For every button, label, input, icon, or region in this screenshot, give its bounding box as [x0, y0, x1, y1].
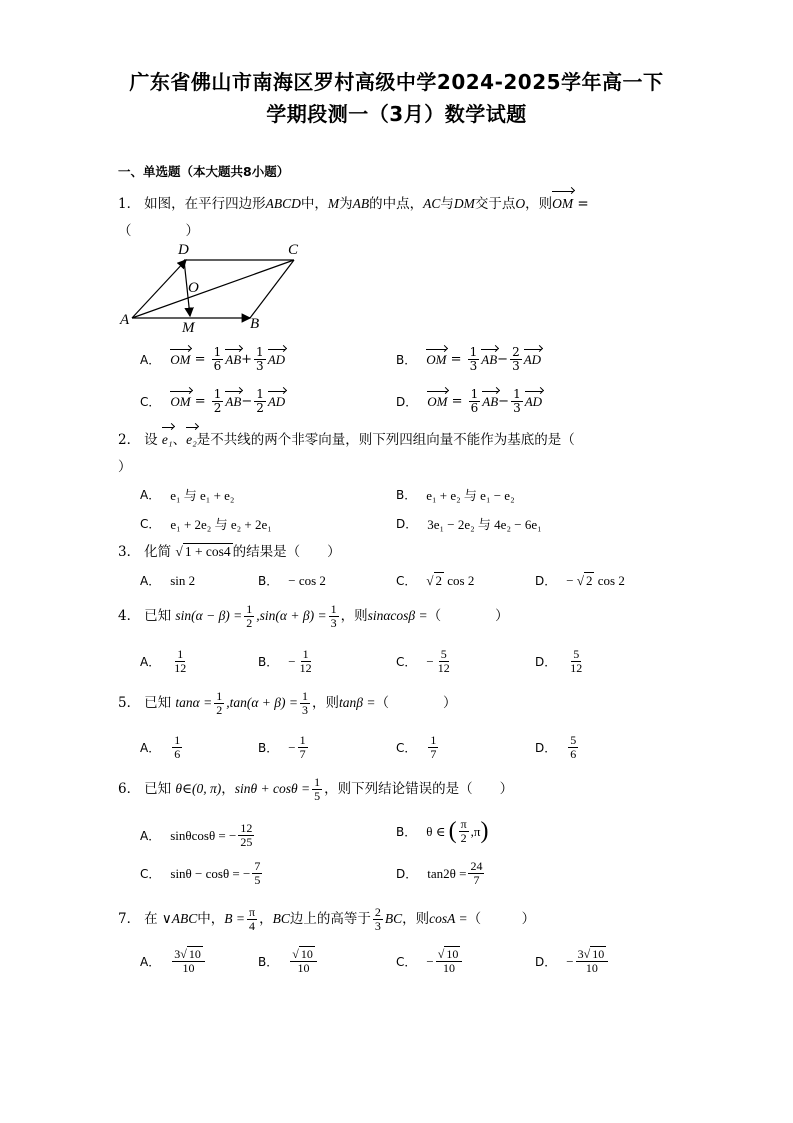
q4-option-a[interactable]: A． $\frac{1}{12}$ — [140, 647, 187, 675]
q2-option-d[interactable]: D． 3e₁ − 2e₂ 与 4e₂ − 6e₁ — [396, 517, 542, 532]
label-O: O — [188, 280, 199, 296]
diagonal-AC — [132, 260, 294, 318]
q6-option-c[interactable]: C． sinθ − cosθ = − $\frac{7}{5}$ — [140, 859, 261, 887]
q1-option-a[interactable]: A． OM = $\frac{1}{6}$ AB + $\frac{1}{3}$ AD — [140, 345, 286, 373]
question-4: 4． 已知 sin(α − β) = $\frac{1}{2}$ ,sin(α + β) = $\frac{1}{3}$ ，则sinαcosβ =（ ） — [118, 602, 509, 630]
q7-option-c[interactable]: C． − $\frac{√ 10}{10}$ — [396, 948, 464, 975]
q4-option-b[interactable]: B． − $\frac{1}{12}$ — [258, 647, 312, 675]
question-6: 6． 已知 θ∈(0, π)，sinθ + cosθ = $\frac{1}{5}$ ，则下列结论错误的是（ ） — [118, 775, 514, 803]
q5-option-d[interactable]: D． $\frac{5}{6}$ — [535, 733, 577, 761]
q6-option-b[interactable]: B． θ ∈ ( $\frac{\pi}{2}$ ,π ) — [396, 817, 489, 845]
q5-option-a[interactable]: A． $\frac{1}{6}$ — [140, 733, 181, 761]
q4-option-d[interactable]: D． $\frac{5}{12}$ — [535, 647, 583, 675]
q6-option-d[interactable]: D． tan2θ = $\frac{24}{7}$ — [396, 859, 483, 887]
question-3: 3． 化简 √ 1 + cos4 的结果是（ ） — [118, 544, 341, 560]
q1-option-c[interactable]: C． OM = $\frac{1}{2}$ AB − $\frac{1}{2}$ AD — [140, 387, 286, 415]
question-2: 2． 设 e₁、e₂是不共线的两个非零向量，则下列四组向量不能作为基底的是（ — [118, 432, 575, 448]
segment-CB — [250, 260, 294, 318]
vector-OM: OM — [552, 194, 573, 214]
q2-option-b[interactable]: B． e₁ + e₂ 与 e₁ − e₂ — [396, 488, 515, 503]
q3-option-a[interactable]: A． sin 2 — [140, 572, 196, 588]
q1-option-d[interactable]: D． OM = $\frac{1}{6}$ AB − $\frac{1}{3}$ AD — [396, 387, 543, 415]
q1-option-b[interactable]: B． OM = $\frac{1}{3}$ AB − $\frac{2}{3}$ AD — [396, 345, 542, 373]
q7-option-b[interactable]: B． $\frac{√ 10}{10}$ — [258, 948, 319, 975]
question-1-answer-paren: （ ） — [118, 223, 199, 239]
q7-option-d[interactable]: D． − $\frac{3√ 10}{10}$ — [535, 948, 610, 975]
q5-option-c[interactable]: C． $\frac{1}{7}$ — [396, 733, 437, 761]
question-1: 1． 如图，在平行四边形ABCD中，M为AB的中点，AC与DM交于点O，则OM = — [118, 196, 589, 212]
title-line-1: 广东省佛山市南海区罗村高级中学2024-2025学年高一下 — [129, 70, 664, 94]
q5-option-b[interactable]: B． − $\frac{1}{7}$ — [258, 733, 306, 761]
q7-option-a[interactable]: A． $\frac{3√ 10}{10}$ — [140, 948, 207, 975]
label-B: B — [250, 316, 260, 332]
parallelogram-diagram — [118, 240, 318, 335]
q3-option-d[interactable]: D． − √ 2 cos 2 — [535, 572, 625, 588]
label-M: M — [182, 320, 195, 335]
question-7: 7． 在 ∨ABC中，B = $\frac{\pi}{4}$ ，BC边上的高等于 $\frac{2}{3}$ BC，则cosA =（ ） — [118, 905, 536, 933]
question-5: 5． 已知 tanα = $\frac{1}{2}$ ,tan(α + β) = $\frac{1}{3}$ ，则tanβ =（ ） — [118, 689, 457, 717]
label-C: C — [288, 242, 299, 258]
label-D: D — [178, 242, 189, 258]
q2-option-a[interactable]: A． e₁ 与 e₁ + e₂ — [140, 488, 235, 503]
label-A: A — [120, 312, 130, 328]
q6-option-a[interactable]: A． sinθcosθ = − $\frac{12}{25}$ — [140, 821, 253, 849]
q2-option-c[interactable]: C． e₁ + 2e₂ 与 e₂ + 2e₁ — [140, 517, 272, 532]
q4-option-c[interactable]: C． − $\frac{5}{12}$ — [396, 647, 450, 675]
q3-option-b[interactable]: B． − cos 2 — [258, 572, 326, 588]
question-2-line-2: ） — [118, 459, 132, 475]
vector-AD — [132, 260, 186, 318]
title-line-2: 学期段测一（3月）数学试题 — [266, 102, 527, 126]
q3-option-c[interactable]: C． √ 2 cos 2 — [396, 572, 475, 588]
section-heading: 一、单选题（本大题共8小题） — [118, 164, 290, 179]
